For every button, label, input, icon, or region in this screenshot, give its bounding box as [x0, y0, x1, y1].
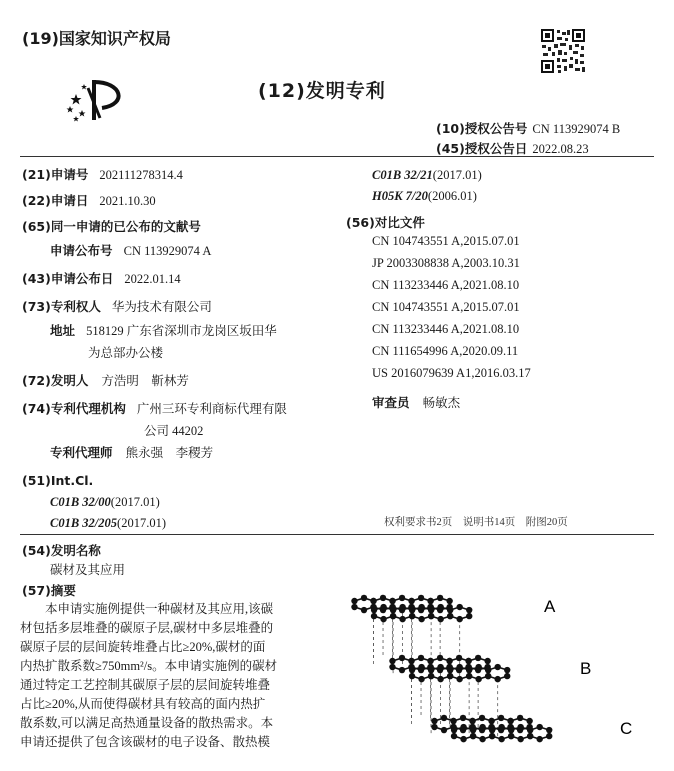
- reference-item: US 2016079639 A1,2016.03.17: [372, 366, 531, 380]
- office-name: (19)国家知识产权局: [22, 29, 171, 48]
- agency-line-1: 广州三环专利商标代理有限: [136, 402, 287, 416]
- cls-2-code: H05K 7/20: [372, 189, 428, 203]
- references-label: (56)对比文件: [346, 215, 425, 230]
- address-line-2: 为总部办公楼: [88, 346, 164, 360]
- reference-item: JP 2003308838 A,2003.10.31: [372, 256, 520, 270]
- cls-1-year: (2017.01): [432, 168, 482, 182]
- pub-no-value: CN 113929074 A: [123, 244, 212, 258]
- app-no-value: 202111278314.4: [99, 168, 183, 182]
- pub-no-label: 申请公布号: [50, 243, 113, 258]
- abstract-line: 散系数,可以满足高热通量设备的散热需求。本: [20, 716, 274, 730]
- assignee-label: (73)专利权人: [22, 299, 101, 314]
- reference-item: CN 111654996 A,2020.09.11: [372, 344, 519, 358]
- grant-no-label: (10)授权公告号: [436, 121, 528, 136]
- app-date-label: (22)申请日: [22, 193, 89, 208]
- abstract-label: (57)摘要: [22, 583, 76, 598]
- app-date-value: 2021.10.30: [99, 194, 156, 208]
- reference-item: CN 113233446 A,2021.08.10: [372, 322, 520, 336]
- abstract-line: 占比≥20%,从而使得碳材具有较高的面内热扩: [20, 697, 266, 711]
- agency-line-2: 公司 44202: [144, 424, 204, 438]
- inventor-value: 方浩明 靳林芳: [101, 374, 189, 388]
- invention-title-value: 碳材及其应用: [50, 563, 126, 577]
- grant-date-value: 2022.08.23: [532, 142, 589, 156]
- abstract-line: 内热扩散系数≥750mm²/s。本申请实施例的碳材: [20, 659, 278, 673]
- grant-date-label: (45)授权公告日: [436, 141, 528, 156]
- reference-item: CN 113233446 A,2021.08.10: [372, 278, 520, 292]
- reference-item: CN 104743551 A,2015.07.01: [372, 234, 520, 248]
- graphene-layers-figure: [340, 582, 660, 768]
- pub-date-value: 2022.01.14: [124, 272, 181, 286]
- abstract-line: 通过特定工艺控制其碳原子层的层间旋转堆叠: [20, 678, 271, 692]
- agent-value: 熊永强 李稷芳: [125, 446, 214, 460]
- agency-label: (74)专利代理机构: [22, 401, 126, 416]
- document-type-title: (12)发明专利: [258, 80, 386, 102]
- abstract-line: 碳原子层的层间旋转堆叠占比≥20%,碳材的面: [20, 640, 266, 654]
- qr-code-icon: [540, 28, 586, 74]
- carbon-layer-a: [351, 595, 472, 623]
- intcl-2-year: (2017.01): [117, 516, 166, 530]
- pages-info: 权利要求书2页 说明书14页 附图20页: [384, 517, 568, 528]
- abstract-line: 申请还提供了包含该碳材的电子设备、散热模: [20, 735, 271, 749]
- cls-1-code: C01B 32/21: [372, 168, 433, 182]
- agent-label: 专利代理师: [50, 445, 113, 460]
- grant-no-value: CN 113929074 B: [532, 122, 621, 136]
- layer-label-a: A: [544, 597, 556, 616]
- address-line-1: 518129 广东省深圳市龙岗区坂田华: [86, 324, 277, 338]
- carbon-layer-c: [431, 715, 552, 743]
- abstract-body: [20, 600, 322, 752]
- intcl-1-code: C01B 32/00: [50, 495, 111, 509]
- examiner-label: 审查员: [372, 395, 410, 410]
- assignee-value: 华为技术有限公司: [111, 300, 212, 314]
- section-divider: [20, 534, 654, 535]
- invention-title-label: (54)发明名称: [22, 543, 101, 558]
- intcl-1-year: (2017.01): [110, 495, 160, 509]
- layer-label-b: B: [580, 659, 592, 678]
- layer-label-c: C: [620, 719, 633, 738]
- cnipa-logo: [62, 74, 134, 126]
- header-divider: [20, 156, 654, 157]
- abstract-line: 材包括多层堆叠的碳原子层,碳材中多层堆叠的: [20, 621, 274, 635]
- app-no-label: (21)申请号: [22, 167, 89, 182]
- intcl-2-code: C01B 32/205: [50, 516, 118, 530]
- reference-item: CN 104743551 A,2015.07.01: [372, 300, 520, 314]
- cls-2-year: (2006.01): [427, 189, 477, 203]
- carbon-layer-b: [389, 655, 510, 683]
- inventor-label: (72)发明人: [22, 373, 89, 388]
- pub-date-label: (43)申请公布日: [22, 271, 114, 286]
- address-label: 地址: [50, 323, 76, 338]
- abstract-line: 本申请实施例提供一种碳材及其应用,该碳: [20, 602, 274, 616]
- examiner-value: 畅敏杰: [422, 396, 461, 410]
- intcl-label: (51)Int.Cl.: [22, 473, 94, 488]
- prior-pub-label: (65)同一申请的已公布的文献号: [22, 219, 201, 234]
